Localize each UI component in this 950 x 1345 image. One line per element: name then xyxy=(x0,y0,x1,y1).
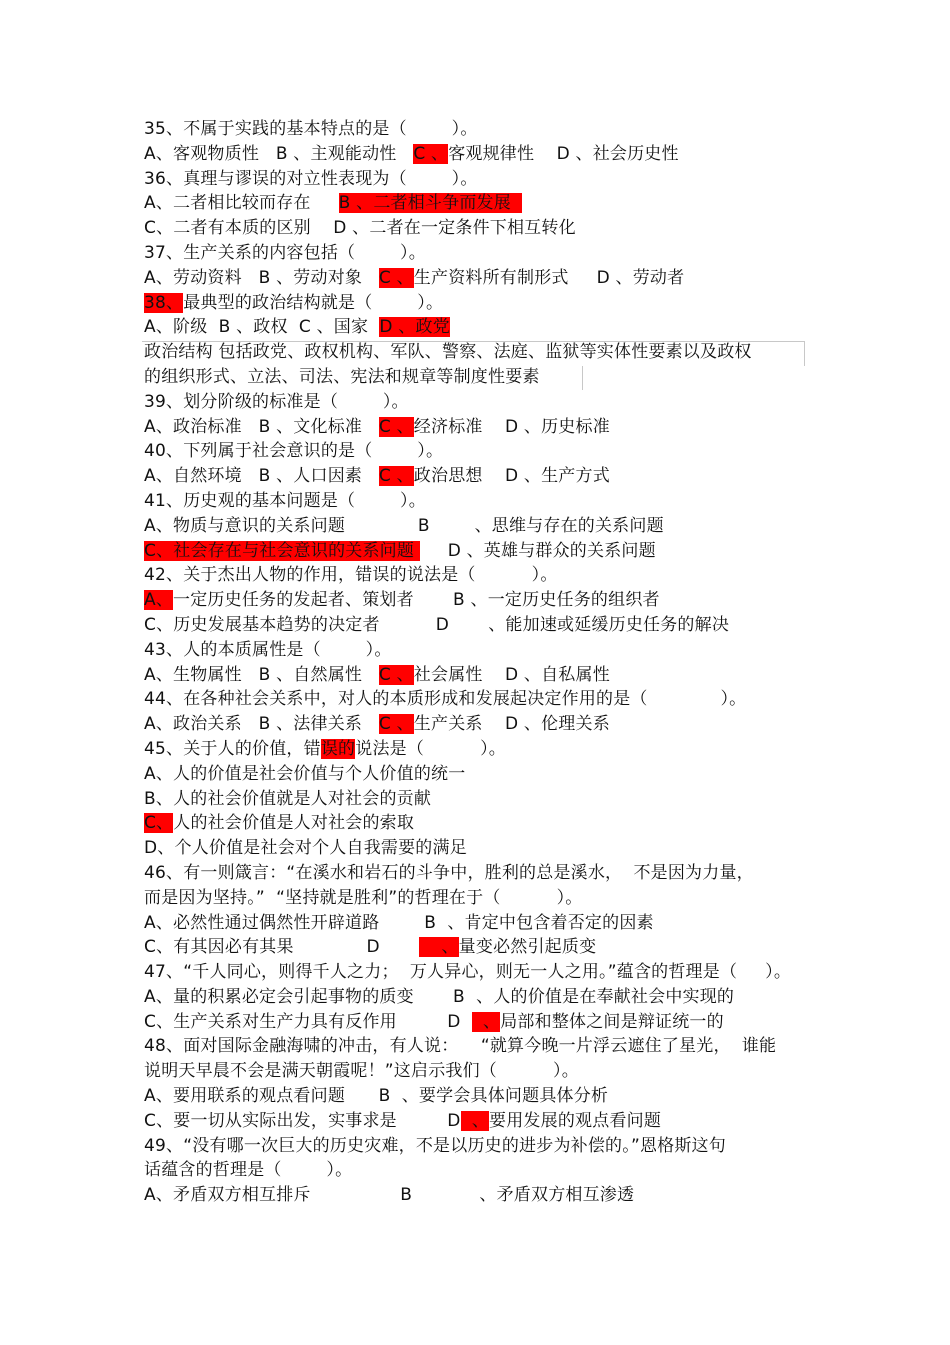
text-segment: A、矛盾双方相互排斥 B 、矛盾双方相互渗透 xyxy=(144,1185,635,1206)
text-segment: C、历史发展基本趋势的决定者 D 、能加速或延缓历史任务的解决 xyxy=(144,614,730,635)
text-segment: C、二者有本质的区别 D 、二者在一定条件下相互转化 xyxy=(144,218,576,239)
text-segment: 而是因为坚持。” “坚持就是胜利”的哲理在于（ ）。 xyxy=(144,887,583,908)
text-line xyxy=(144,762,824,787)
text-line xyxy=(144,266,824,291)
text-segment: 说法是（ ）。 xyxy=(355,738,506,759)
text-segment: 39、划分阶级的标准是（ ）。 xyxy=(144,391,409,412)
text-line xyxy=(144,489,824,514)
text-segment: A、阶级 B 、政权 C 、国家 xyxy=(144,317,380,338)
text-line xyxy=(144,1158,824,1183)
text-segment: 话蕴含的哲理是（ ）。 xyxy=(144,1160,353,1181)
text-line xyxy=(144,117,824,142)
text-segment: A、物质与意识的关系问题 B 、思维与存在的关系问题 xyxy=(144,515,664,536)
text-line xyxy=(144,960,824,985)
text-segment: 46、有一则箴言：“在溪水和岩石的斗争中，胜利的总是溪水， 不是因为力量， xyxy=(144,862,754,883)
text-line xyxy=(144,315,824,340)
text-line xyxy=(144,464,824,489)
text-segment: C、生产关系对生产力具有反作用 D xyxy=(144,1011,472,1032)
text-segment: A、政治关系 B 、法律关系 xyxy=(144,714,379,735)
text-segment: C、要一切从实际出发，实事求是 D xyxy=(144,1110,461,1131)
text-segment: A、客观物质性 B 、主观能动性 xyxy=(144,143,414,164)
text-segment: 政治思想 D 、生产方式 xyxy=(413,466,610,487)
text-line xyxy=(144,911,824,936)
text-line xyxy=(144,663,824,688)
text-segment: 社会属性 D 、自私属性 xyxy=(413,664,610,685)
text-line xyxy=(144,811,824,836)
text-segment: 量变必然引起质变 xyxy=(458,937,597,958)
text-segment: A、二者相比较而存在 xyxy=(144,193,339,214)
text-segment: 客观规律性 D 、社会历史性 xyxy=(448,143,679,164)
text-segment: 37、生产关系的内容包括（ ）。 xyxy=(144,242,426,263)
text-line xyxy=(144,439,824,464)
text-line xyxy=(144,1183,824,1208)
text-line xyxy=(144,588,824,613)
text-line xyxy=(144,935,824,960)
text-line xyxy=(144,539,824,564)
text-segment: 42、关于杰出人物的作用，错误的说法是（ ）。 xyxy=(144,565,558,586)
answer-highlight: 、 xyxy=(419,937,459,958)
text-line xyxy=(144,1109,824,1134)
answer-highlight: C 、 xyxy=(378,267,414,288)
text-line xyxy=(144,514,824,539)
text-segment: A、量的积累必定会引起事物的质变 B 、人的价值是在奉献社会中实现的 xyxy=(144,986,735,1007)
text-segment: 41、历史观的基本问题是（ ）。 xyxy=(144,490,426,511)
text-line xyxy=(144,142,824,167)
text-segment: A、人的价值是社会价值与个人价值的统一 xyxy=(144,763,466,784)
text-segment: 的组织形式、立法、司法、宪法和规章等制度性要素 xyxy=(144,366,540,387)
text-segment: 政治结构 包括政党、政权机构、军队、警察、法庭、监狱等实体性要素以及政权 xyxy=(144,342,752,363)
text-segment: 43、人的本质属性是（ ）。 xyxy=(144,639,392,660)
answer-highlight: C、社会存在与社会意识的关系问题 xyxy=(144,540,420,561)
text-segment: 47、“千人同心，则得千人之力； 万人异心，则无一人之用。”蕴含的哲理是（ ）。 xyxy=(144,962,792,983)
text-segment: A、必然性通过偶然性开辟道路 B 、肯定中包含着否定的因素 xyxy=(144,912,654,933)
text-segment: 人的社会价值是人对社会的索取 xyxy=(173,813,415,834)
answer-highlight: A、 xyxy=(144,590,174,611)
text-segment: 一定历史任务的发起者、策划者 B 、一定历史任务的组织者 xyxy=(173,590,660,611)
text-segment: 要用发展的观点看问题 xyxy=(489,1110,662,1131)
text-line xyxy=(144,886,824,911)
answer-highlight: C、 xyxy=(144,813,174,834)
text-line xyxy=(144,241,824,266)
answer-highlight: C 、 xyxy=(413,143,449,164)
text-line xyxy=(144,737,824,762)
text-segment: 经济标准 D 、历史标准 xyxy=(413,416,610,437)
text-segment: D 、英雄与群众的关系问题 xyxy=(419,540,656,561)
text-segment: 35、不属于实践的基本特点的是（ ）。 xyxy=(144,119,478,139)
text-line xyxy=(144,836,824,861)
text-line xyxy=(144,1134,824,1159)
text-line xyxy=(144,1010,824,1035)
answer-highlight: C 、 xyxy=(378,714,414,735)
text-segment: 局部和整体之间是辩证统一的 xyxy=(500,1011,724,1032)
text-line xyxy=(144,291,824,316)
text-line xyxy=(144,191,824,216)
text-line xyxy=(144,638,824,663)
text-line xyxy=(144,216,824,241)
text-line xyxy=(144,365,824,390)
answer-highlight: 误的 xyxy=(320,738,356,759)
text-line xyxy=(144,687,824,712)
text-line xyxy=(144,613,824,638)
document-page xyxy=(144,117,824,1208)
text-line xyxy=(144,390,824,415)
text-segment: 36、真理与谬误的对立性表现为（ ）。 xyxy=(144,168,478,189)
text-segment: 说明天早晨不会是满天朝霞呢！”这启示我们（ ）。 xyxy=(144,1061,579,1082)
text-segment: 最典型的政治结构就是（ ）。 xyxy=(183,292,444,313)
answer-highlight: 、 xyxy=(471,1011,501,1032)
text-line xyxy=(144,985,824,1010)
text-segment: A、生物属性 B 、自然属性 xyxy=(144,664,379,685)
text-segment: 生产关系 D 、伦理关系 xyxy=(413,714,610,735)
answer-highlight: C 、 xyxy=(378,664,414,685)
text-line xyxy=(144,1084,824,1109)
text-segment: A、劳动资料 B 、劳动对象 xyxy=(144,267,379,288)
text-line xyxy=(144,563,824,588)
text-line xyxy=(144,861,824,886)
text-segment: 44、在各种社会关系中，对人的本质形成和发展起决定作用的是（ ）。 xyxy=(144,689,747,710)
text-segment: B、人的社会价值就是人对社会的贡献 xyxy=(144,788,432,809)
answer-highlight: 、 xyxy=(460,1110,490,1131)
answer-highlight: B 、二者相斗争而发展 xyxy=(338,193,523,214)
text-segment: C、有其因必有其果 D xyxy=(144,937,420,958)
text-line xyxy=(144,1059,824,1084)
text-segment: A、自然环境 B 、人口因素 xyxy=(144,466,379,487)
answer-highlight: C 、 xyxy=(378,416,414,437)
text-line xyxy=(144,340,824,365)
text-segment: D、个人价值是社会对个人自我需要的满足 xyxy=(144,838,467,859)
text-segment: 45、关于人的价值，错 xyxy=(144,738,321,759)
text-segment: 生产资料所有制形式 D 、劳动者 xyxy=(413,267,685,288)
text-segment: A、要用联系的观点看问题 B 、要学会具体问题具体分析 xyxy=(144,1086,609,1107)
answer-highlight: 38、 xyxy=(144,292,184,313)
text-line xyxy=(144,712,824,737)
text-segment: A、政治标准 B 、文化标准 xyxy=(144,416,379,437)
text-segment: 49、“没有哪一次巨大的历史灾难，不是以历史的进步为补偿的。”恩格斯这句 xyxy=(144,1135,726,1156)
answer-highlight: C 、 xyxy=(378,466,414,487)
text-line xyxy=(144,787,824,812)
text-segment: 48、面对国际金融海啸的冲击，有人说： “就算今晚一片浮云遮住了星光， 谁能 xyxy=(144,1036,777,1057)
answer-highlight: D 、政党 xyxy=(379,317,450,338)
text-line xyxy=(144,415,824,440)
text-line xyxy=(144,1034,824,1059)
text-segment: 40、下列属于社会意识的是（ ）。 xyxy=(144,441,444,462)
text-line xyxy=(144,167,824,192)
